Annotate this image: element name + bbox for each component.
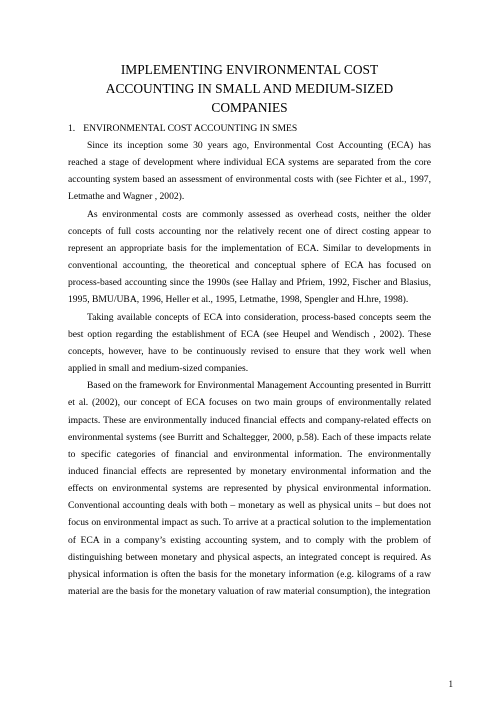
document-title xyxy=(68,60,431,117)
page-number: 1 xyxy=(448,679,453,689)
section-heading-text: ENVIRONMENTAL COST ACCOUNTING IN SMES xyxy=(83,123,298,134)
body-paragraph: Based on the framework for Environmental Management Accounting presented in Burritt et al. (2002), our concept of ECA focuses on two main groups of environmentally related impacts. These are environmentally induced financial effects and company-related effects on environmental systems (see Burritt and Schaltegger, 2000, p.58). Each of these impacts relate to specific categories of financial and environmental information. The environmentally induced financial effects are represented by monetary environmental information and the effects on environmental systems are represented by physical environmental information. Conventional accounting deals with both – monetary as well as physical units – but does not focus on environmental impact as such. To arrive at a practical solution to the implementation of ECA in a company’s existing accounting system, and to comply with the problem of distinguishing between monetary and physical aspects, an integrated concept is required. As physical information is often the basis for the monetary information (e.g. kilograms of a raw material are the basis for the monetary valuation of raw material consumption), the integration xyxy=(68,380,431,598)
section-heading xyxy=(68,120,431,137)
title-line: COMPANIES xyxy=(211,100,288,115)
section-number: 1. xyxy=(68,123,76,134)
title-line: IMPLEMENTING ENVIRONMENTAL COST xyxy=(120,62,379,77)
body-paragraph: As environmental costs are commonly assessed as overhead costs, neither the older concepts of full costs accounting nor the relatively recent one of direct costing appear to represent an appropriate basis for the implementation of ECA. Similar to developments in conventional accounting, the theoretical and conceptual sphere of ECA has focused on process-based accounting since the 1990s (see Hallay and Pfriem, 1992, Fischer and Blasius, 1995, BMU/UBA, 1996, Heller et al., 1995, Letmathe, 1998, Spengler and H.hre, 1998). xyxy=(68,208,431,306)
title-line: ACCOUNTING IN SMALL AND MEDIUM-SIZED xyxy=(105,81,394,96)
body-paragraph: Taking available concepts of ECA into consideration, process-based concepts seem the best option regarding the establishment of ECA (see Heupel and Wendisch , 2002). These concepts, however, have to be continuously revised to ensure that they work well when applied in small and medium-sized companies. xyxy=(68,311,431,375)
body-paragraph: Since its inception some 30 years ago, Environmental Cost Accounting (ECA) has reached a stage of development where individual ECA systems are separated from the core accounting system based an assessment of environmental costs with (see Fichter et al., 1997, Letmathe and Wagner , 2002). xyxy=(68,140,431,203)
